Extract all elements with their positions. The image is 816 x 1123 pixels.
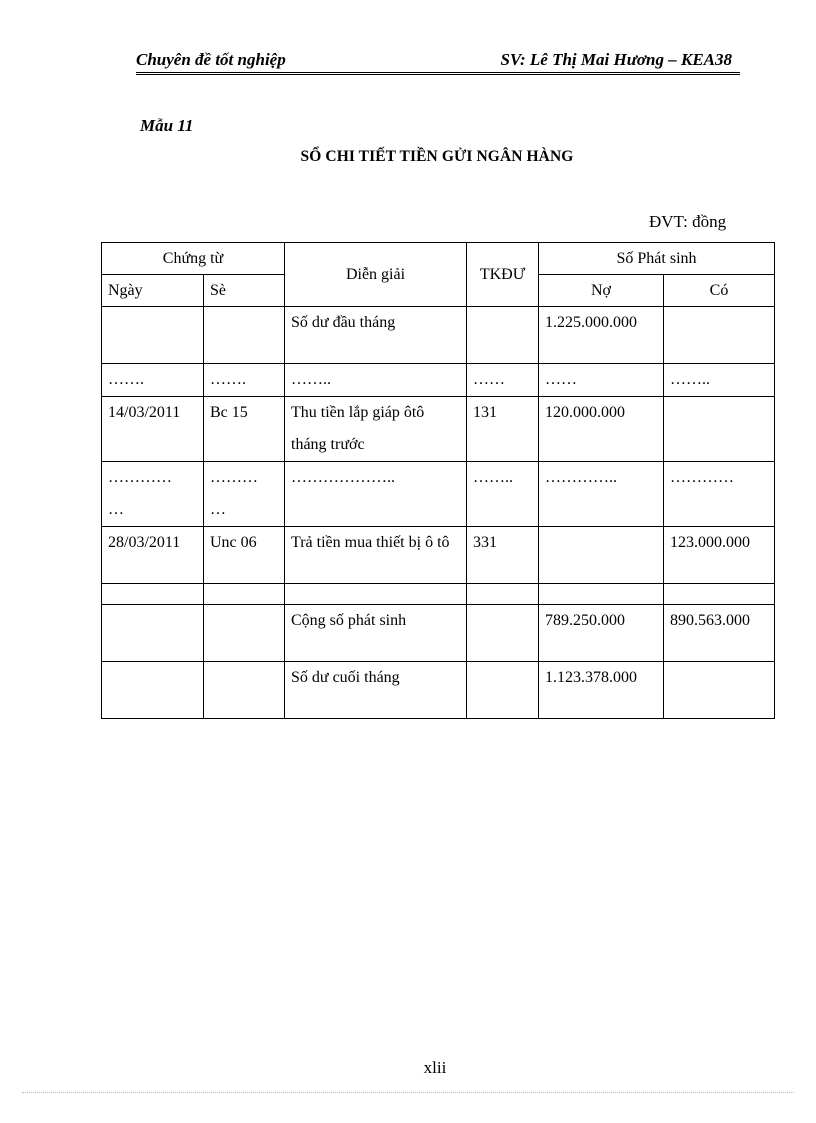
cell-dien-giai: …….. [285, 364, 467, 397]
cell-ngay [102, 584, 204, 605]
running-header [136, 50, 740, 75]
cell-tkdu [467, 584, 539, 605]
cell-tkdu [467, 307, 539, 364]
cell-no: ………….. [539, 462, 664, 527]
cell-dien-giai: Thu tiền lắp giáp ôtô tháng trước [285, 397, 467, 462]
table-row [102, 364, 775, 397]
header-tkdu: TKĐƯ [467, 243, 539, 307]
table-header-row [102, 243, 775, 275]
cell-so: ……. [204, 364, 285, 397]
cell-tkdu [467, 662, 539, 719]
cell-ngay: ……. [102, 364, 204, 397]
table-row [102, 307, 775, 364]
cell-dien-giai: Cộng số phát sinh [285, 605, 467, 662]
cell-so [204, 584, 285, 605]
cell-no: 1.123.378.000 [539, 662, 664, 719]
table-row [102, 662, 775, 719]
form-label: Mẫu 11 [140, 116, 194, 135]
cell-tkdu [467, 605, 539, 662]
cell-co [664, 397, 775, 462]
header-student: SV: Lê Thị Mai Hương – KEA38 [500, 50, 732, 69]
cell-co [664, 307, 775, 364]
table-row [102, 605, 775, 662]
cell-tkdu: 131 [467, 397, 539, 462]
cell-co: ………… [664, 462, 775, 527]
header-topic: Chuyên đề tốt nghiệp [136, 50, 286, 69]
header-ngay: Ngày [102, 275, 204, 307]
cell-no [539, 527, 664, 584]
cell-dien-giai: Số dư đầu tháng [285, 307, 467, 364]
table-row [102, 584, 775, 605]
cell-dien-giai [285, 584, 467, 605]
cell-ngay: 14/03/2011 [102, 397, 204, 462]
cell-so: ……… … [204, 462, 285, 527]
cell-no: …… [539, 364, 664, 397]
cell-so [204, 662, 285, 719]
cell-no [539, 584, 664, 605]
cell-ngay: 28/03/2011 [102, 527, 204, 584]
cell-ngay [102, 605, 204, 662]
table-row [102, 397, 775, 462]
cell-ngay: ………… … [102, 462, 204, 527]
table-row [102, 527, 775, 584]
cell-co: 123.000.000 [664, 527, 775, 584]
cell-co: …….. [664, 364, 775, 397]
cell-tkdu: …… [467, 364, 539, 397]
header-no: Nợ [539, 275, 664, 307]
cell-so: Bc 15 [204, 397, 285, 462]
cell-dien-giai: Trả tiền mua thiết bị ô tô [285, 527, 467, 584]
document-title: SỔ CHI TIẾT TIỀN GỬI NGÂN HÀNG [300, 148, 574, 165]
header-co: Có [664, 275, 775, 307]
footer-divider [22, 1092, 794, 1093]
cell-co [664, 662, 775, 719]
table-row [102, 462, 775, 527]
cell-so [204, 605, 285, 662]
cell-so [204, 307, 285, 364]
page-number: xlii [423, 1058, 447, 1077]
cell-co [664, 584, 775, 605]
cell-tkdu: …….. [467, 462, 539, 527]
cell-ngay [102, 662, 204, 719]
cell-no: 1.225.000.000 [539, 307, 664, 364]
header-chung-tu: Chứng từ [102, 243, 285, 275]
cell-no: 120.000.000 [539, 397, 664, 462]
header-so-phat-sinh: Số Phát sinh [539, 243, 775, 275]
cell-no: 789.250.000 [539, 605, 664, 662]
cell-so: Unc 06 [204, 527, 285, 584]
cell-dien-giai: Số dư cuối tháng [285, 662, 467, 719]
cell-ngay [102, 307, 204, 364]
cell-tkdu: 331 [467, 527, 539, 584]
ledger-table [101, 242, 775, 719]
header-dien-giai: Diễn giải [285, 243, 467, 307]
cell-dien-giai: ……………….. [285, 462, 467, 527]
header-so: Sè [204, 275, 285, 307]
unit-label: ĐVT: đồng [649, 212, 727, 231]
cell-co: 890.563.000 [664, 605, 775, 662]
